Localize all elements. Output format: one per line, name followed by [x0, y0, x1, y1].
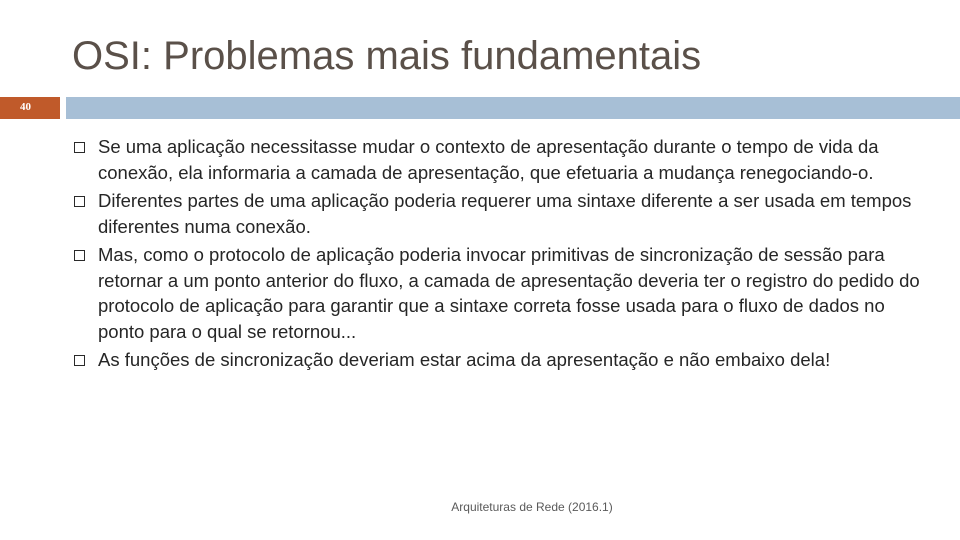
- bullet-item: [74, 242, 934, 344]
- hollow-square-bullet-icon: [74, 355, 85, 366]
- bullet-list: [74, 134, 934, 376]
- slide-number: 40: [20, 101, 31, 113]
- bullet-text: As funções de sincronização deveriam estar acima da apresentação e não embaixo dela!: [98, 349, 831, 370]
- bullet-item: [74, 188, 934, 239]
- slide-footer: Arquiteturas de Rede (2016.1): [451, 500, 613, 514]
- bullet-text: Se uma aplicação necessitasse mudar o contexto de apresentação durante o tempo de vida da conexão, ela informaria a camada de apresentação, que efetuaria a mudança renegociando-o.: [98, 136, 879, 183]
- bullet-text: Diferentes partes de uma aplicação poderia requerer uma sintaxe diferente a ser usada em tempos diferentes numa conexão.: [98, 190, 912, 237]
- hollow-square-bullet-icon: [74, 250, 85, 261]
- bullet-text: Mas, como o protocolo de aplicação poderia invocar primitivas de sincronização de sessão para retornar a um ponto anterior do fluxo, a camada de apresentação deveria ter o registro do pedido do protocolo de aplicação para garantir que a sintaxe correta fosse usada para o fluxo de dados no ponto para o qual se retornou...: [98, 244, 920, 342]
- slide-title: OSI: Problemas mais fundamentais: [72, 34, 702, 78]
- bullet-item: [74, 347, 934, 373]
- bullet-item: [74, 134, 934, 185]
- header-bar: [66, 97, 960, 119]
- hollow-square-bullet-icon: [74, 142, 85, 153]
- hollow-square-bullet-icon: [74, 196, 85, 207]
